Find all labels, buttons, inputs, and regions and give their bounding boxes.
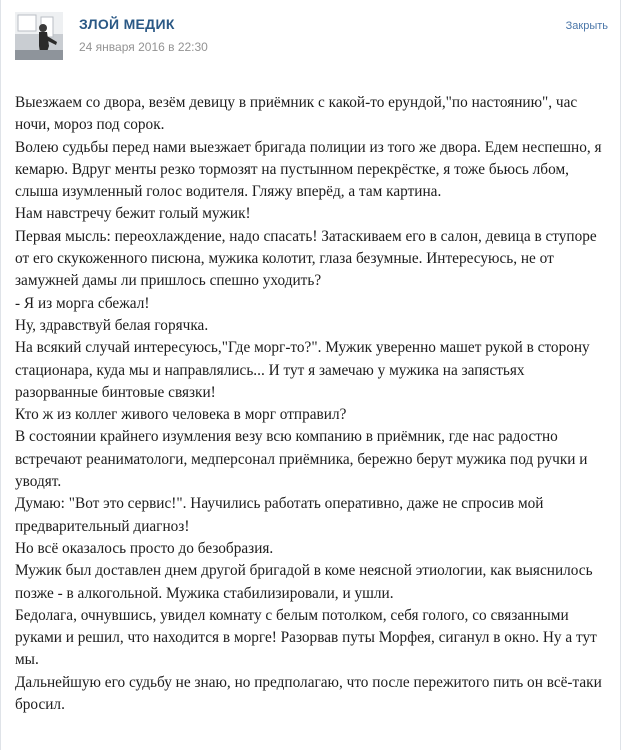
close-button[interactable]: Закрыть — [565, 20, 608, 32]
post-paragraph: Выезжаем со двора, везём девицу в приёмник с какой-то ерундой,"по настоянию", час ночи, мороз под сорок. — [15, 94, 578, 134]
post-paragraph: Кто ж из коллег живого человека в морг отправил? — [15, 406, 347, 424]
post-text — [15, 92, 607, 716]
post-paragraph: Первая мысль: переохлаждение, надо спасать! Затаскиваем его в салон, девица в ступоре от его скукоженного писюна, мужика колотит, глаза безумные. Интересуюсь, не от замужней дамы ли пришлось спешно уходить? — [15, 227, 597, 290]
post-paragraph: Нам навстречу бежит голый мужик! — [15, 205, 251, 223]
post-paragraph: Бедолага, очнувшись, увидел комнату с белым потолком, себя голого, со связанными руками и решил, что находится в морге! Разорвав путы Морфея, сиганул в окно. Ну а тут мы. — [15, 606, 597, 669]
post-paragraph: Ну, здравствуй белая горячка. — [15, 316, 209, 334]
post-paragraph: - Я из морга сбежал! — [15, 294, 150, 312]
avatar-image — [15, 12, 63, 60]
author-name[interactable]: ЗЛОЙ МЕДИК — [79, 16, 175, 32]
post-paragraph: Мужик был доставлен днем другой бригадой в коме неясной этиологии, как выяснилось позже - в алкогольной. Мужика стабилизировали, и ушли. — [15, 562, 593, 602]
post-date[interactable]: 24 января 2016 в 22:30 — [79, 40, 208, 54]
post-paragraph: Но всё оказалось просто до безобразия. — [15, 539, 274, 557]
post-paragraph: Думаю: "Вот это сервис!". Научились работать оперативно, даже не спросив мой предварительный диагноз! — [15, 495, 544, 535]
post-paragraph: Дальнейшую его судьбу не знаю, но предполагаю, что после пережитого пить он всё-таки бросил. — [15, 673, 602, 714]
avatar[interactable] — [15, 12, 63, 60]
post-paragraph: В состоянии крайнего изумления везу всю компанию в приёмник, где нас радостно встречают реаниматологи, медперсонал приёмника, бережно берут мужика под ручки и уводят. — [15, 428, 588, 491]
post-paragraph: Волею судьбы перед нами выезжает бригада полиции из того же двора. Едем неспешно, я кемарю. Вдруг менты резко тормозят на пустынном перекрёстке, я тоже бьюсь лбом, слыша изумленный голос водителя. Гляжу вперёд, а там картина. — [15, 138, 602, 201]
post-paragraph: На всякий случай интересуюсь,"Где морг-то?". Мужик уверенно машет рукой в сторону стационара, куда мы и направлялись... И тут я замечаю у мужика на запястьях разорванные бинтовые связки! — [15, 339, 590, 401]
post-header — [1, 0, 620, 70]
